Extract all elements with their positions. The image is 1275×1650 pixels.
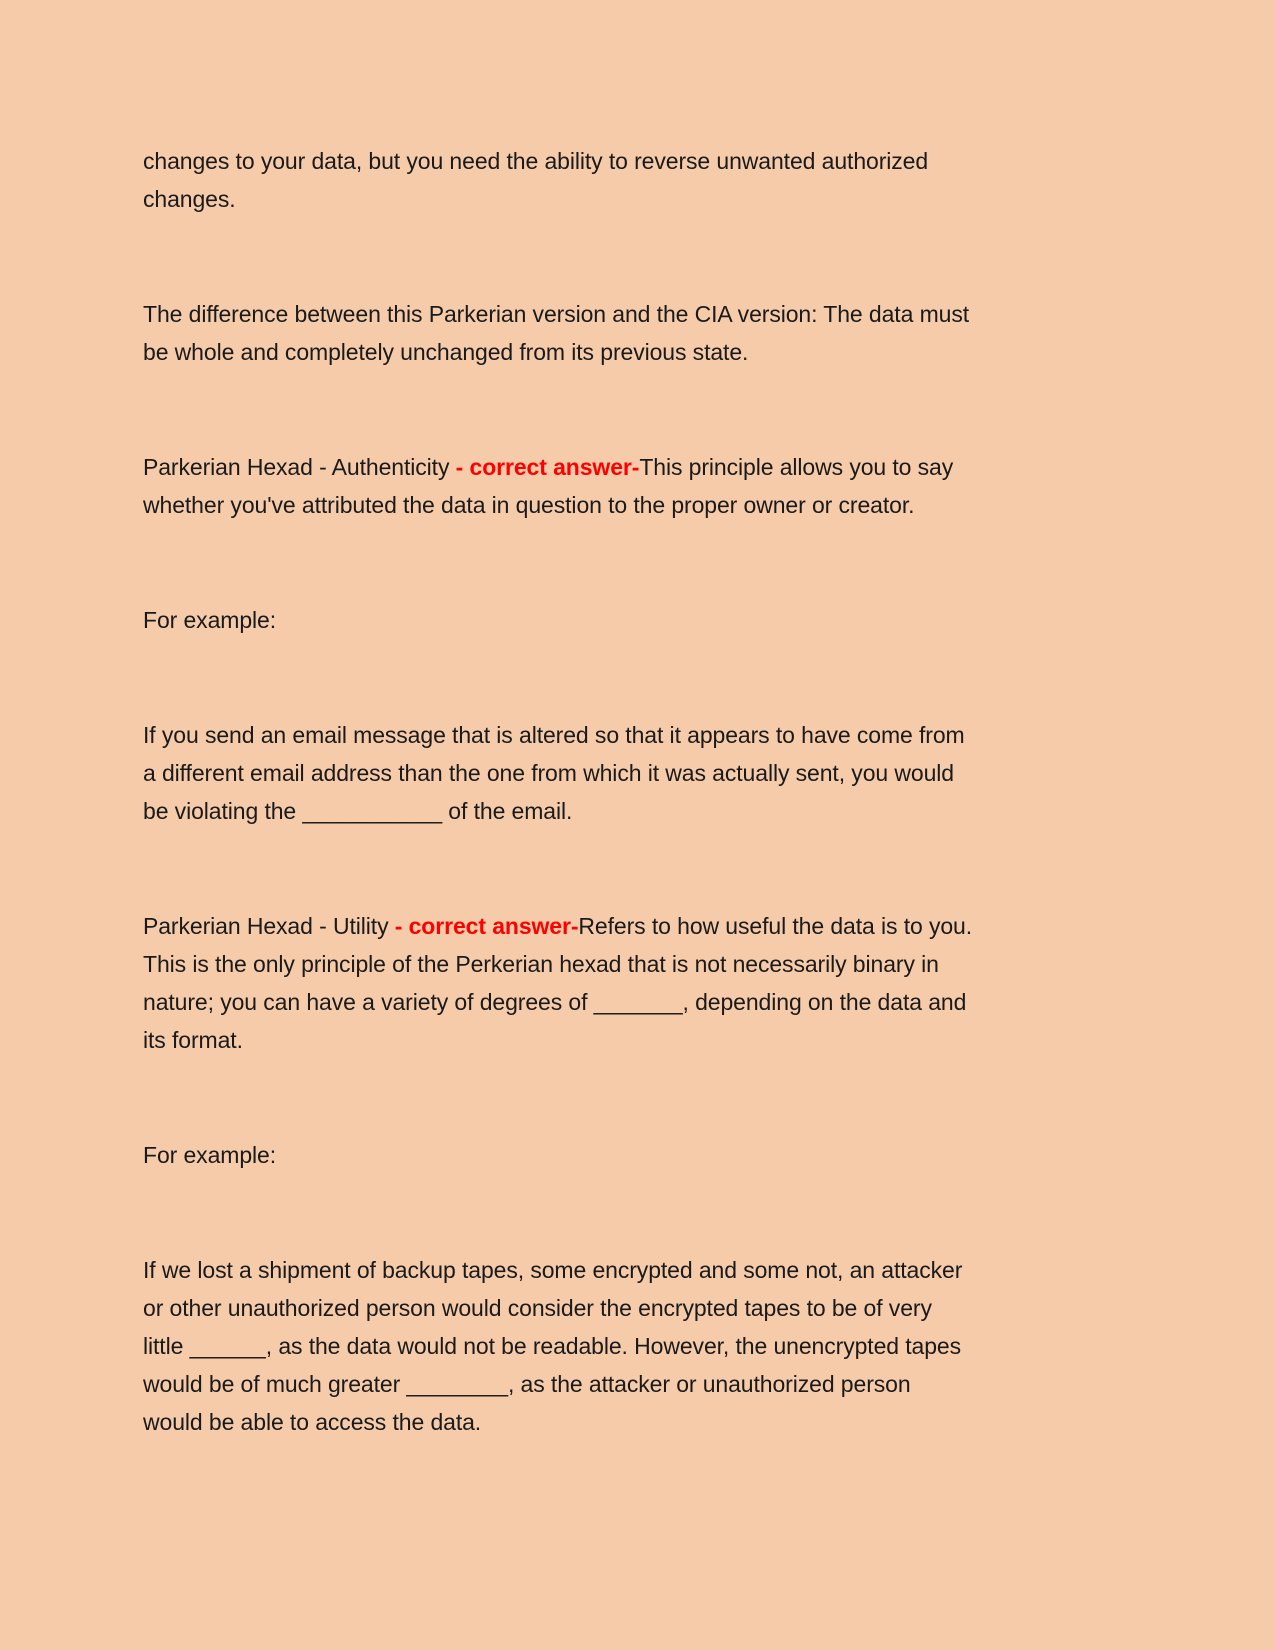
text-segment: This is the only principle of the Perkerian hexad that is not necessarily binary in: [143, 951, 939, 977]
paragraph: [143, 907, 1103, 1059]
text-segment: whether you've attributed the data in question to the proper owner or creator.: [143, 492, 915, 518]
paragraph: [143, 601, 1103, 639]
text-line: [143, 983, 1103, 1021]
text-segment: If you send an email message that is altered so that it appears to have come from: [143, 722, 965, 748]
text-line: [143, 333, 1103, 371]
correct-answer-marker: - correct answer-: [455, 454, 640, 480]
correct-answer-marker: - correct answer-: [394, 913, 579, 939]
text-segment: The difference between this Parkerian version and the CIA version: The data must: [143, 301, 970, 327]
text-line: [143, 486, 1103, 524]
text-line: [143, 142, 1103, 180]
document-body: [143, 142, 1103, 1441]
text-line: [143, 754, 1103, 792]
text-line: [143, 448, 1103, 486]
text-line: [143, 180, 1103, 218]
text-segment: be violating the ___________ of the email.: [143, 798, 573, 824]
text-line: [143, 1327, 1103, 1365]
text-line: [143, 1289, 1103, 1327]
text-segment: This principle allows you to say: [639, 454, 954, 480]
text-line: [143, 716, 1103, 754]
paragraph: [143, 295, 1103, 371]
text-line: [143, 601, 1103, 639]
text-segment: changes.: [143, 186, 236, 212]
text-line: [143, 295, 1103, 333]
text-segment: its format.: [143, 1027, 243, 1053]
text-line: [143, 1136, 1103, 1174]
text-segment: If we lost a shipment of backup tapes, some encrypted and some not, an attacker: [143, 1257, 963, 1283]
text-line: [143, 907, 1103, 945]
text-line: [143, 1403, 1103, 1441]
text-segment: little ______, as the data would not be readable. However, the unencrypted tapes: [143, 1333, 962, 1359]
text-segment: changes to your data, but you need the ability to reverse unwanted authorized: [143, 148, 929, 174]
text-line: [143, 1251, 1103, 1289]
text-segment: Refers to how useful the data is to you.: [578, 913, 973, 939]
text-segment: Parkerian Hexad - Authenticity: [143, 454, 456, 480]
text-segment: Parkerian Hexad - Utility: [143, 913, 395, 939]
paragraph: [143, 1251, 1103, 1441]
text-segment: be whole and completely unchanged from its previous state.: [143, 339, 749, 365]
text-segment: would be able to access the data.: [143, 1409, 482, 1435]
text-segment: or other unauthorized person would consider the encrypted tapes to be of very: [143, 1295, 932, 1321]
text-segment: a different email address than the one from which it was actually sent, you would: [143, 760, 954, 786]
text-line: [143, 1365, 1103, 1403]
text-segment: would be of much greater ________, as the attacker or unauthorized person: [143, 1371, 911, 1397]
text-line: [143, 1021, 1103, 1059]
text-line: [143, 945, 1103, 983]
paragraph: [143, 1136, 1103, 1174]
paragraph: [143, 448, 1103, 524]
text-segment: For example:: [143, 1142, 277, 1168]
paragraph: [143, 716, 1103, 830]
paragraph: [143, 142, 1103, 218]
text-segment: For example:: [143, 607, 277, 633]
text-segment: nature; you can have a variety of degrees of _______, depending on the data and: [143, 989, 967, 1015]
text-line: [143, 792, 1103, 830]
